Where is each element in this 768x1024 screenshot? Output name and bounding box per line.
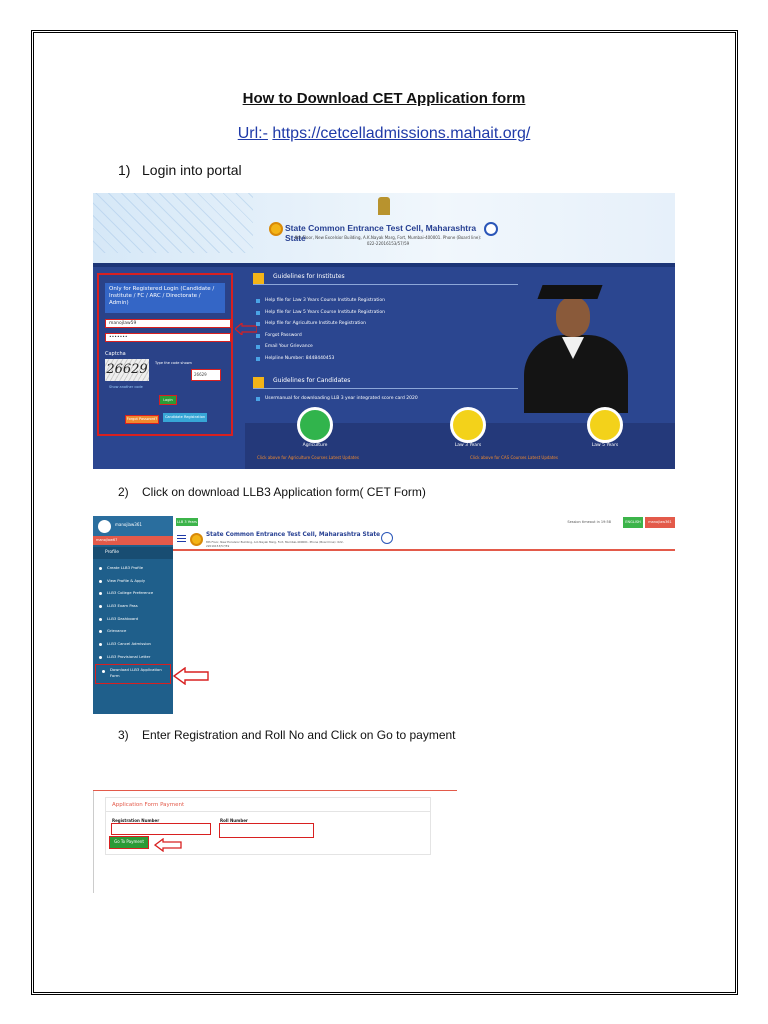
guideline-item[interactable]: Usermanual for downloading LLB 3 year integrated score card 2020: [253, 393, 518, 405]
sidebar-item[interactable]: View Profile & Apply: [93, 575, 173, 588]
url-link[interactable]: https://cetcelladmissions.mahait.org/: [272, 125, 531, 142]
guideline-item[interactable]: Help file for Law 5 Years Course Institute Registration: [253, 307, 518, 319]
go-to-payment-button[interactable]: Go To Payment: [109, 836, 149, 849]
sidebar: [93, 516, 173, 714]
sidebar-item[interactable]: LLB3 Dashboard: [93, 613, 173, 626]
card-title: Application Form Payment: [112, 802, 185, 808]
step-3: 3) Enter Registration and Roll No and Click on Go to payment: [118, 728, 456, 742]
sidebar-user-strip: manojlaw67: [93, 536, 173, 545]
cet-seal-icon: [484, 222, 498, 236]
login-portal-screenshot: [93, 193, 675, 469]
divider: [106, 811, 430, 812]
cet-logo-icon: [190, 533, 203, 546]
username-input[interactable]: manojlaw59: [105, 319, 231, 328]
roll-number-label: Roll Number: [220, 818, 248, 823]
step-1: 1) Login into portal: [118, 162, 242, 178]
url-label: Url:-: [237, 125, 268, 142]
step-2: 2) Click on download LLB3 Application form( CET Form): [118, 485, 426, 499]
login-panel: [97, 273, 233, 436]
sidebar-item[interactable]: LLB3 College Preference: [93, 587, 173, 600]
sidebar-item[interactable]: LLB3 Exam Pass: [93, 600, 173, 613]
guideline-item[interactable]: Help file for Agriculture Institute Registration: [253, 318, 518, 330]
url-line: [0, 125, 768, 143]
course-law-5-years[interactable]: Law 5 Years: [570, 407, 640, 448]
sidebar-item[interactable]: Grievance: [93, 625, 173, 638]
guideline-item: Helpline Number: 8448440453: [253, 353, 518, 365]
password-input[interactable]: •••••••: [105, 333, 231, 342]
graduate-photo: [518, 275, 628, 410]
sidebar-item-download-application-form[interactable]: Download LLB3 Application Form: [95, 664, 171, 684]
header-decoration: [93, 193, 253, 253]
org-address: 8th Floor, New Excelsior Building, A.K.Nayak Marg, Fort, Mumbai-400001. Phone (Board line): 022-22016153/57/59: [206, 540, 344, 548]
refresh-captcha-link[interactable]: Show another code: [109, 385, 143, 389]
courses-strip: [245, 423, 675, 469]
type-code-label: Type the code shown: [155, 361, 192, 365]
left-arrow-icon: [173, 667, 209, 685]
candidate-registration-button[interactable]: Candidate Registration: [163, 413, 207, 422]
user-menu-button[interactable]: manojlaw361: [645, 517, 675, 528]
course-tag: LLB 3 Years: [177, 520, 197, 524]
course-law-3-years[interactable]: Law 3 Years: [433, 407, 503, 448]
agriculture-icon: [297, 407, 333, 443]
guideline-item[interactable]: Email Your Grievance: [253, 341, 518, 353]
course-agriculture[interactable]: Agriculture: [280, 407, 350, 448]
payment-form-screenshot: [93, 783, 457, 893]
sidebar-username: manojlaw361: [93, 516, 173, 536]
captcha-image: 26629: [105, 359, 149, 381]
cet-logo-icon: [269, 222, 283, 236]
registration-number-label: Registration Number: [112, 818, 160, 823]
session-timer: Session timeout in 19:58: [567, 520, 611, 524]
header-strip: [93, 263, 675, 267]
law-5-icon: [587, 407, 623, 443]
dashboard-header: [173, 529, 675, 551]
institutes-heading: Guidelines for Institutes: [253, 273, 518, 285]
left-arrow-icon: [154, 838, 182, 852]
sidebar-item[interactable]: Create LLB3 Profile: [93, 562, 173, 575]
guideline-item[interactable]: Forgot Password: [253, 330, 518, 342]
org-name: State Common Entrance Test Cell, Maharashtra State: [206, 532, 381, 538]
hamburger-menu-icon[interactable]: [177, 535, 186, 542]
sidebar-item[interactable]: LLB3 Provisional Letter: [93, 651, 173, 664]
payment-card: [105, 797, 431, 855]
login-heading: Only for Registered Login (Candidate / Institute / FC / ARC / Directorate / Admin): [105, 283, 225, 313]
dashboard-screenshot: [93, 516, 675, 714]
cet-seal-icon: [381, 532, 393, 544]
document-title: How to Download CET Application form: [242, 90, 526, 107]
candidates-heading: Guidelines for Candidates: [253, 377, 518, 389]
emblem-icon: [378, 197, 390, 215]
institutes-guidelines: [253, 273, 518, 364]
sidebar-item[interactable]: LLB3 Cancel Admission: [93, 638, 173, 651]
guideline-item[interactable]: Help file for Law 3 Years Course Institute Registration: [253, 295, 518, 307]
divider: [93, 791, 94, 893]
org-name: State Common Entrance Test Cell, Maharashtra State: [285, 223, 477, 243]
captcha-input[interactable]: 26629: [191, 369, 221, 381]
roll-number-input[interactable]: [219, 823, 314, 838]
divider: [93, 790, 457, 791]
law-3-icon: [450, 407, 486, 443]
portal-header: [93, 193, 675, 263]
forgot-password-button[interactable]: Forgot Password?: [125, 415, 159, 424]
candidates-guidelines: [253, 377, 518, 405]
agri-note: Click above for Agriculture Courses Latest Updates: [257, 455, 359, 460]
org-address: 8th Floor, New Excelsior Building, A.K.Nayak Marg, Fort, Mumbai-400001. Phone (Board line): 022-22016153/57/59: [294, 235, 482, 246]
login-button[interactable]: Login: [159, 395, 177, 405]
language-button[interactable]: ENGLISH: [623, 517, 643, 528]
law-note: Click above for CAS Courses Latest Updates: [470, 455, 558, 460]
sidebar-profile[interactable]: Profile: [93, 547, 173, 559]
captcha-label: Captcha: [105, 351, 126, 357]
sidebar-nav: [93, 562, 173, 684]
top-bar: [173, 516, 675, 529]
registration-number-input[interactable]: [111, 823, 211, 835]
